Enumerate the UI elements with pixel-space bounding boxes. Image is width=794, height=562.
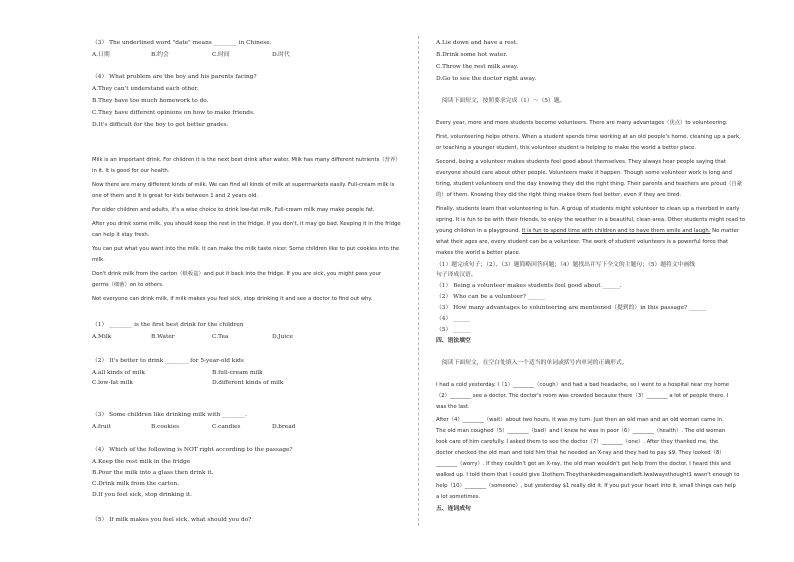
m5-stem: （5） If milk makes you feel sick, what should you do? [92, 517, 252, 523]
q3-option-a: A.日期 [92, 52, 110, 58]
cloze-line: doctor checked the old man and told him that he needed an X-ray and they had to pay $9. They looked（8） [436, 450, 725, 456]
m5-option-d: D.Go to see the doctor right away. [436, 76, 537, 82]
section-heading-grammar: 四、语法填空 [436, 338, 471, 344]
m1-option-c: C.Tea [212, 334, 229, 340]
m1-option-b: B.Water [151, 334, 175, 340]
cloze-line: ________（worry）. If they couldn't get an X-ray, the old man wouldn't get help from the doctor. I heard this and [436, 461, 731, 467]
q4-option-b: B.They have too much homework to do. [92, 98, 209, 104]
m5-option-a: A.Lie down and have a rest. [436, 40, 518, 46]
m1-option-a: A.Milk [92, 334, 112, 340]
volunteer-passage-line: everyone should care about other people. Volunteers make it happen. Though some volunteer work is long and [436, 170, 732, 176]
m3-option-d: D.bread [272, 424, 296, 430]
milk-passage-line: in it. It is good for our health. [92, 168, 170, 174]
m3-stem: （3） Some children like drinking milk with ________. [92, 412, 248, 418]
q4-option-d: D.It's difficult for the boy to get better grades. [92, 122, 229, 128]
m1-option-d: D.Juice [272, 334, 293, 340]
reading-instruction: 阅读下面短文，按照要求完成（1）～（5）题。 [442, 98, 566, 104]
volunteer-passage-line: First, volunteering helps others. When a student spends time working at an old people's home, cleaning up a park, [436, 134, 741, 140]
m4-option-c: C.Drink milk from the carton. [92, 481, 179, 487]
milk-passage-line: can help it stay fresh. [92, 232, 150, 238]
volunteer-passage-line: tiring, student volunteers end the day knowing they did the right thing. Their parents and teachers are proud（自豪 [436, 181, 743, 187]
task-3: （3） How many advantages to volunteering are mentioned（提到的）in this passage? ______ [436, 305, 707, 311]
m2-stem: （2） It's better to drink ________ for 5-year-old kids [92, 358, 244, 364]
m4-stem: （4） Which of the following is NOT right according to the passage? [92, 447, 293, 453]
m4-option-b: B.Pour the milk into a glass then drink it. [92, 470, 214, 476]
cloze-line: I had a cold yesterday. I（1）________（cough）and had a bad headache, so I went to a hospital near my home [436, 382, 730, 388]
q3-option-d: D.时代 [272, 52, 290, 58]
m3-option-c: C.candies [212, 424, 241, 430]
q3-stem: （3） The underlined word "date" means ________ in Chinese. [92, 40, 272, 46]
cloze-line: a lot sometimes. [436, 494, 481, 500]
volunteer-passage-line: what their ages are, every student can be a volunteer. The work of student volunteers is a powerful force that [436, 239, 729, 245]
volunteer-passage-underlined-line: young children in a playground. It is fun to spend time with children and to have them smile and laugh. No matter [436, 228, 740, 234]
cloze-line: After（4）________（wait）about two hours, it was my turn. Just then an old man and an old woman came in. [436, 417, 724, 423]
q4-option-c: C.They have different opinions on how to make friends. [92, 110, 255, 116]
m1-stem: （1） ________ is the first best drink for the children [92, 322, 244, 328]
grammar-instruction: 阅读下面短文，在空白处填入一个适当的单词或括号内单词的正确形式。 [442, 360, 628, 366]
task-1: （1） Being a volunteer makes students feel good about ______. [436, 283, 622, 289]
column-divider [418, 36, 419, 526]
milk-passage-line: germs（细菌）on to others. [92, 282, 164, 288]
volunteer-passage-line: or teaching a younger student, this volunteer student is helping to make the world a better place. [436, 145, 697, 151]
cloze-line: took care of him carefully. I asked them to see the doctor（7）________（one）. After they thanked me, the [436, 439, 719, 445]
m2-option-a: A.all kinds of milk [92, 370, 145, 376]
task-2: （2） Who can be a volunteer? ______ [436, 294, 546, 300]
milk-passage-line: After you drink some milk, you should keep the rest in the fridge. If you don't, it may go bad. Keeping it in the fridge [92, 221, 401, 227]
milk-passage-line: Milk is an important drink. For children it is the next best drink after water. Milk has many different nutrients（营养） [92, 157, 401, 163]
milk-passage-line: Don't drink milk from the carton（纸板盒）and put it back into the fridge. If you are sick, you might pass your [92, 271, 382, 277]
task-instruction: （1）题完成句子；（2）、（3）题简略回答问题；（4）题找出并写下全文的主题句；（5）题将文中画线 [436, 262, 696, 268]
cloze-line: The old man coughed（5）________（bad）and I knew he was in poor（6）________（health）. The old woman [436, 428, 726, 434]
section-heading-sentences: 五、连词成句 [436, 506, 471, 512]
q3-option-b: B.约会 [151, 52, 169, 58]
milk-passage-line: one of them and it is great for kids between 1 and 2 years old. [92, 193, 259, 199]
cloze-line: （2）________ see a doctor. The doctor's room was crowded because there（3）________ a lot of people there. I [436, 393, 729, 399]
cloze-line: walked up. I told them that I could give 1tothem.Theythankedmeagainandleft.Iwalwaysthought1 wasn't enough to [436, 472, 740, 478]
milk-passage-line: milk. [92, 257, 105, 263]
m4-option-a: A.Keep the rest milk in the fridge [92, 459, 191, 465]
m2-option-c: C.low-fat milk [92, 380, 133, 386]
q4-stem: （4） What problem are the boy and his parents facing? [92, 74, 257, 80]
underlined-sentence: It is fun to spend time with children and to have them smile and laugh. [521, 228, 711, 234]
milk-passage-line: Now there are many different kinds of milk. We can find all kinds of milk at supermarkets easily. Full-cream milk is [92, 182, 395, 188]
volunteer-passage-line: Finally, students learn that volunteering is fun. A group of students might volunteer to clean up a riverbed in early [436, 206, 740, 212]
m3-option-b: B.cookies [151, 424, 180, 430]
volunteer-passage-line: 的）of them. Knowing they did the right thing makes them feel better, even if they are tired. [436, 192, 682, 198]
q3-option-c: C.时间 [212, 52, 230, 58]
volunteer-passage-line: spring. It is fun to be with their friends, to enjoy the weather in a beautiful, clean area. Other students might read to [436, 217, 745, 223]
cloze-line: was the last. [436, 404, 470, 410]
q4-option-a: A.They can't understand each other. [92, 86, 199, 92]
m5-option-b: B.Drink some hot water. [436, 52, 508, 58]
m2-option-b: B.full-cream milk [212, 370, 263, 376]
milk-passage-line: Not everyone can drink milk, if milk makes you feel sick, stop drinking it and see a doctor to find out why. [92, 296, 373, 302]
task-5: （5） ______ [436, 327, 471, 333]
volunteer-passage-line: Second, being a volunteer makes students feel good about themselves. They always hear people saying that [436, 159, 726, 165]
milk-passage-line: You can put what you want into the milk. It can make the milk taste nicer. Some children like to put cookies into the [92, 246, 400, 252]
task-4: （4） ______ [436, 316, 471, 322]
cloze-line: help（10）________（someone）, but yesterday $1 really did it. If you put your heart into it, small things can help [436, 483, 736, 489]
m3-option-a: A.fruit [92, 424, 111, 430]
volunteer-passage-line: Every year, more and more students become volunteers. There are many advantages（优点）to volunteering. [436, 120, 728, 126]
volunteer-passage-line: makes the world a better place. [436, 250, 521, 256]
m2-option-d: D.different kinds of milk [212, 380, 284, 386]
m5-option-c: C.Throw the rest milk away. [436, 64, 519, 70]
milk-passage-line: For older children and adults, it's a wise choice to drink low-fat milk. Full-cream milk may make people fat. [92, 207, 375, 213]
m4-option-d: D.If you feel sick, stop drinking it. [92, 492, 192, 498]
task-instruction: 句子译成汉语。 [436, 272, 477, 278]
